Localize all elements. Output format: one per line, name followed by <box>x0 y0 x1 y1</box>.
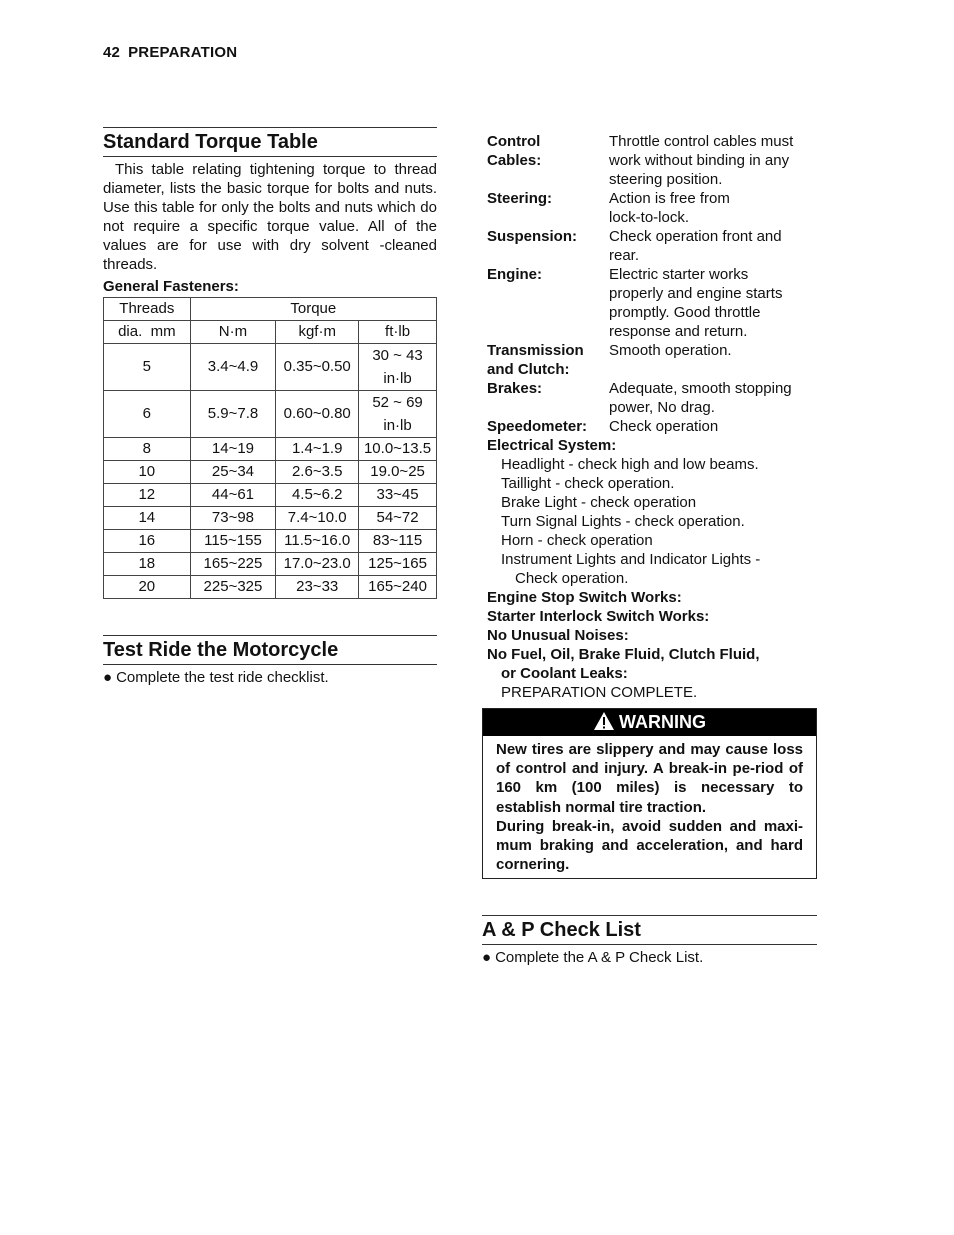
right-column <box>482 132 817 967</box>
cell-dia: 18 <box>104 553 191 576</box>
general-fasteners-heading: General Fasteners: <box>103 278 239 295</box>
warning-header <box>483 709 816 736</box>
cell-ftlb-value: 52 ~ 69 <box>372 394 423 411</box>
checklist-label-line: Steering: <box>487 190 553 207</box>
table-row <box>104 553 437 576</box>
checklist-label <box>487 189 609 227</box>
checklist-value-line: rear. <box>609 247 640 264</box>
test-ride-bullet-text: Complete the test ride checklist. <box>116 669 329 686</box>
table-row <box>104 344 437 391</box>
cell-dia: 16 <box>104 530 191 553</box>
test-ride-checklist <box>482 132 817 436</box>
cell-nm: 3.4~4.9 <box>190 344 276 391</box>
checklist-label-line: Speedometer: <box>487 418 588 435</box>
cell-nm: 44~61 <box>190 484 276 507</box>
list-item: Horn - check operation <box>501 532 653 549</box>
header-section: PREPARATION <box>128 44 238 61</box>
no-fuel-item: No Fuel, Oil, Brake Fluid, Clutch Fluid, <box>487 646 760 663</box>
bullet-icon: ● <box>103 669 113 686</box>
ap-section-title: A & P Check List <box>482 915 817 945</box>
checklist-label-line: Transmission <box>487 342 584 359</box>
cell-dia: 8 <box>104 438 191 461</box>
cell-ftlb: 125~165 <box>359 553 437 576</box>
cell-kgf: 11.5~16.0 <box>276 530 359 553</box>
checklist-label <box>487 417 609 436</box>
checklist-value-line: power, No drag. <box>609 399 715 416</box>
cell-ftlb: 83~115 <box>359 530 437 553</box>
warning-text-2: During break-in, avoid sudden and maxi-mum braking and acceleration, and hard cornering. <box>496 817 803 874</box>
checklist-label-line: Suspension: <box>487 228 578 245</box>
checklist-row <box>482 341 817 379</box>
cell-nm: 225~325 <box>190 576 276 599</box>
page-number: 42 <box>103 44 121 61</box>
warning-triangle-icon <box>593 711 615 731</box>
cell-ftlb-value: 30 ~ 43 <box>372 347 423 364</box>
warning-body <box>483 736 816 878</box>
cell-ftlb: 165~240 <box>359 576 437 599</box>
ap-bullet <box>482 948 817 967</box>
checklist-value-line: Check operation front and <box>609 228 782 245</box>
checklist-row <box>482 417 817 436</box>
torque-table <box>103 297 437 599</box>
header-torque: Torque <box>190 298 436 321</box>
cell-kgf: 1.4~1.9 <box>276 438 359 461</box>
cell-nm: 115~155 <box>190 530 276 553</box>
checklist-value <box>609 379 817 417</box>
checklist-label-line: Control <box>487 133 541 150</box>
cell-ftlb <box>359 344 437 391</box>
bullet-icon: ● <box>482 949 492 967</box>
header-ftlb: ft·lb <box>359 321 437 344</box>
checklist-value-line: Check operation <box>609 418 719 435</box>
coolant-item: or Coolant Leaks: <box>501 665 628 682</box>
checklist-label-line: Engine: <box>487 266 542 283</box>
cell-ftlb-unit: in·lb <box>383 417 412 434</box>
electrical-list <box>482 455 817 588</box>
checklist-label-line: Brakes: <box>487 380 543 397</box>
checklist-value-line: Throttle control cables must <box>609 133 794 150</box>
engine-stop-item: Engine Stop Switch Works: <box>487 589 682 606</box>
warning-text: New tires are slippery and may cause loss of control and injury. A break-in pe-riod of 160 km (100 miles) is necessary to establish normal tire traction. <box>496 741 803 816</box>
checklist-value <box>609 132 817 189</box>
list-item: Brake Light - check operation <box>501 494 697 511</box>
checklist-row <box>482 227 817 265</box>
preparation-complete: PREPARATION COMPLETE. <box>501 684 698 701</box>
cell-nm: 14~19 <box>190 438 276 461</box>
cell-kgf: 0.60~0.80 <box>276 391 359 438</box>
cell-dia: 10 <box>104 461 191 484</box>
checklist-value <box>609 227 817 265</box>
cell-kgf: 2.6~3.5 <box>276 461 359 484</box>
checklist-label <box>487 341 609 379</box>
checklist-value-line: Action is free from <box>609 190 730 207</box>
checklist-value-line: promptly. Good throttle <box>609 304 761 321</box>
torque-intro: This table relating tightening torque to thread diameter, lists the basic torque for bolts and nuts. Use this table for only the bolts and nuts which do not require a specific torque value. All of the values are for use with dry solvent -cleaned threads. <box>103 161 437 273</box>
checklist-row <box>482 379 817 417</box>
checklist-value-line: work without binding in any <box>609 152 790 169</box>
table-row <box>104 391 437 438</box>
cell-ftlb: 19.0~25 <box>359 461 437 484</box>
cell-ftlb-unit: in·lb <box>383 370 412 387</box>
cell-nm: 25~34 <box>190 461 276 484</box>
header-dia: dia. mm <box>104 321 191 344</box>
checklist-value-line: properly and engine starts <box>609 285 783 302</box>
checklist-label-line: Cables: <box>487 152 542 169</box>
checklist-row <box>482 265 817 341</box>
cell-dia: 14 <box>104 507 191 530</box>
no-noises-item: No Unusual Noises: <box>487 627 629 644</box>
checklist-label <box>487 227 609 265</box>
electrical-title: Electrical System: <box>487 437 617 454</box>
cell-dia: 12 <box>104 484 191 507</box>
table-row <box>104 438 437 461</box>
checklist-value-line: Smooth operation. <box>609 342 732 359</box>
checklist-value-line: Electric starter works <box>609 266 749 283</box>
checklist-value-line: lock-to-lock. <box>609 209 690 226</box>
cell-ftlb: 54~72 <box>359 507 437 530</box>
table-row <box>104 507 437 530</box>
cell-kgf: 0.35~0.50 <box>276 344 359 391</box>
warning-title: WARNING <box>619 712 706 732</box>
list-item: Instrument Lights and Indicator Lights - <box>501 551 761 568</box>
torque-section-title: Standard Torque Table <box>103 127 437 157</box>
cell-dia: 20 <box>104 576 191 599</box>
cell-nm: 73~98 <box>190 507 276 530</box>
page-header <box>103 44 237 61</box>
test-ride-title: Test Ride the Motorcycle <box>103 635 437 665</box>
cell-kgf: 17.0~23.0 <box>276 553 359 576</box>
list-item-continued: Check operation. <box>515 570 629 587</box>
header-threads: Threads <box>104 298 191 321</box>
table-row <box>104 576 437 599</box>
checklist-value-line: steering position. <box>609 171 723 188</box>
ap-bullet-text: Complete the A & P Check List. <box>495 949 704 967</box>
checklist-row <box>482 132 817 189</box>
header-nm: N·m <box>190 321 276 344</box>
list-item: Taillight - check operation. <box>501 475 675 492</box>
checklist-value <box>609 341 817 379</box>
test-ride-bullet <box>103 668 437 687</box>
starter-interlock-item: Starter Interlock Switch Works: <box>487 608 710 625</box>
checklist-label <box>487 132 609 189</box>
cell-dia: 6 <box>104 391 191 438</box>
cell-ftlb <box>359 391 437 438</box>
checklist-value <box>609 417 817 436</box>
table-row <box>104 484 437 507</box>
checklist-label <box>487 265 609 341</box>
table-row <box>104 530 437 553</box>
list-item: Turn Signal Lights - check operation. <box>501 513 745 530</box>
header-kgf: kgf·m <box>276 321 359 344</box>
checklist-value-line: Adequate, smooth stopping <box>609 380 792 397</box>
cell-kgf: 4.5~6.2 <box>276 484 359 507</box>
cell-kgf: 7.4~10.0 <box>276 507 359 530</box>
cell-ftlb: 33~45 <box>359 484 437 507</box>
checklist-row <box>482 189 817 227</box>
cell-ftlb: 10.0~13.5 <box>359 438 437 461</box>
cell-dia: 5 <box>104 344 191 391</box>
table-row <box>104 461 437 484</box>
cell-nm: 5.9~7.8 <box>190 391 276 438</box>
cell-nm: 165~225 <box>190 553 276 576</box>
checklist-value <box>609 265 817 341</box>
checklist-value <box>609 189 817 227</box>
cell-kgf: 23~33 <box>276 576 359 599</box>
checklist-label <box>487 379 609 417</box>
left-column <box>103 127 437 687</box>
warning-box <box>482 708 817 879</box>
list-item: Headlight - check high and low beams. <box>501 456 759 473</box>
checklist-label-line: and Clutch: <box>487 361 570 378</box>
checklist-value-line: response and return. <box>609 323 748 340</box>
